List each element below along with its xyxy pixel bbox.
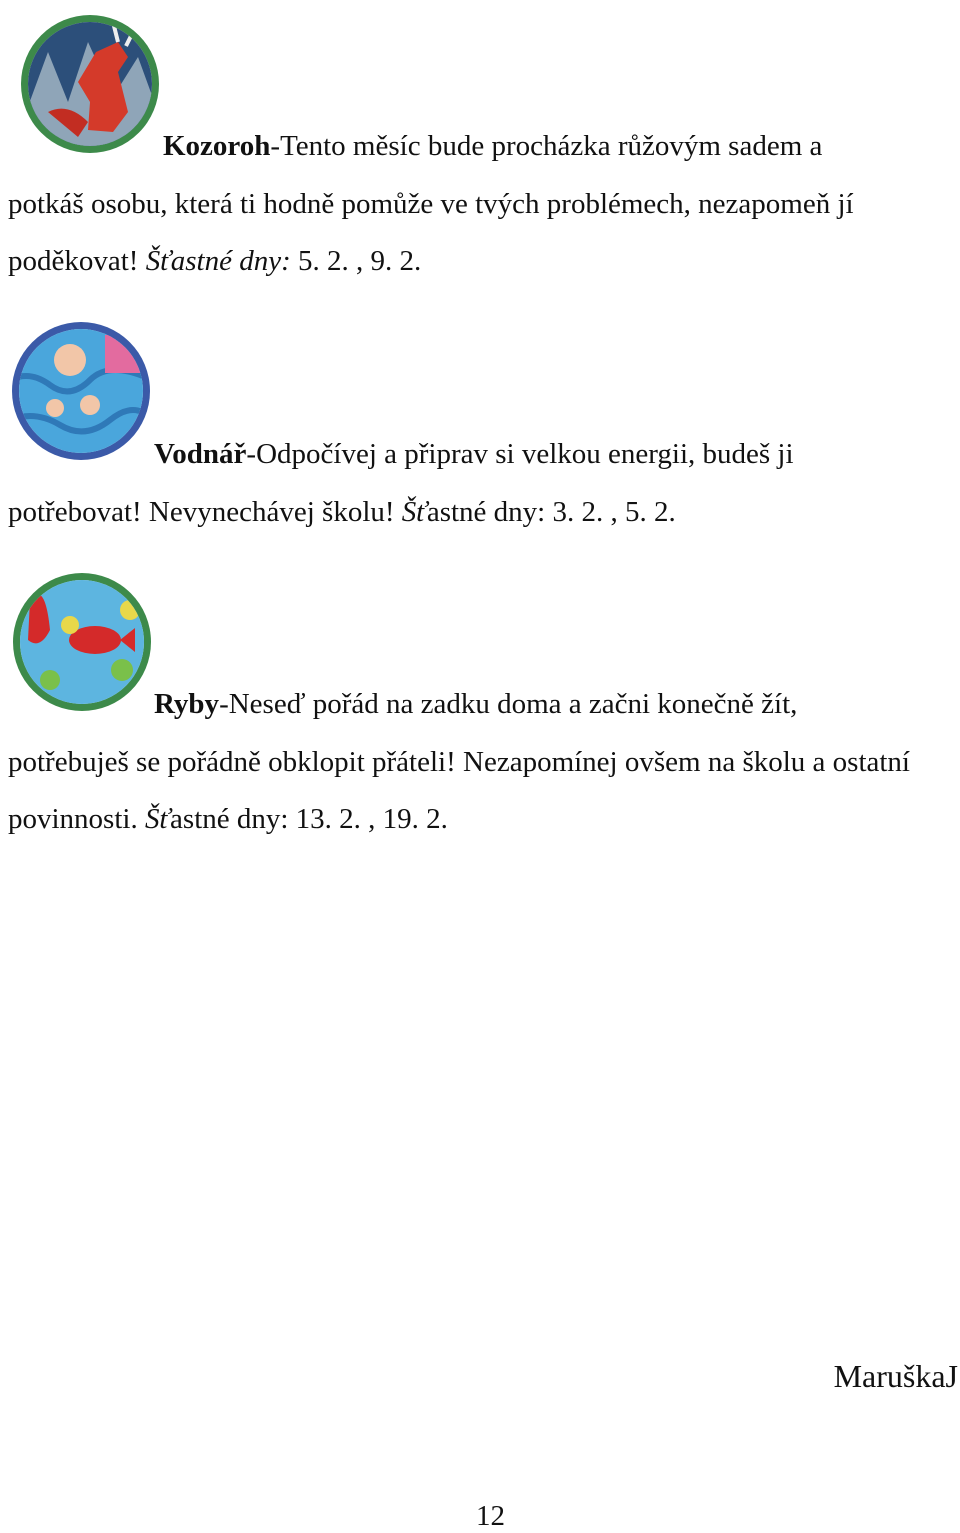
- lucky-days: astné dny: 3. 2. , 5. 2.: [426, 495, 676, 528]
- horoscope-text: -Odpočívej a připrav si velkou energii, budeš ji: [246, 438, 794, 470]
- sign-name: Kozoroh: [163, 130, 271, 162]
- horoscope-text: -Tento měsíc bude procházka růžovým sadem a: [270, 130, 823, 162]
- sign-name: Ryby: [154, 688, 220, 720]
- lucky-days-label: Šť: [144, 803, 171, 835]
- lucky-days-label: Šťastné dny:: [145, 245, 291, 277]
- lucky-days: astné dny: 13. 2. , 19. 2.: [170, 803, 448, 835]
- pisces-horoscope: [8, 676, 948, 849]
- page-number: 12: [476, 1500, 505, 1532]
- author-signature: MaruškaJ: [833, 1358, 958, 1394]
- horoscope-text: potřebovat! Nevynechávej školu!: [8, 495, 402, 528]
- lucky-days-label: Šť: [401, 495, 427, 528]
- capricorn-horoscope: [8, 118, 948, 291]
- lucky-days: 5. 2. , 9. 2.: [290, 245, 422, 277]
- aquarius-horoscope: [8, 426, 948, 541]
- horoscope-text: potřebuješ se pořádně obklopit přáteli! Nezapomínej ovšem na školu a ostatní povinnosti.: [8, 745, 910, 835]
- horoscope-text: -Neseď pořád na zadku doma a začni konečně žít,: [219, 688, 798, 720]
- horoscope-text: potkáš osobu, která ti hodně pomůže ve tvých problémech, nezapomeň jí poděkovat!: [8, 187, 854, 277]
- sign-name: Vodnář: [154, 438, 247, 470]
